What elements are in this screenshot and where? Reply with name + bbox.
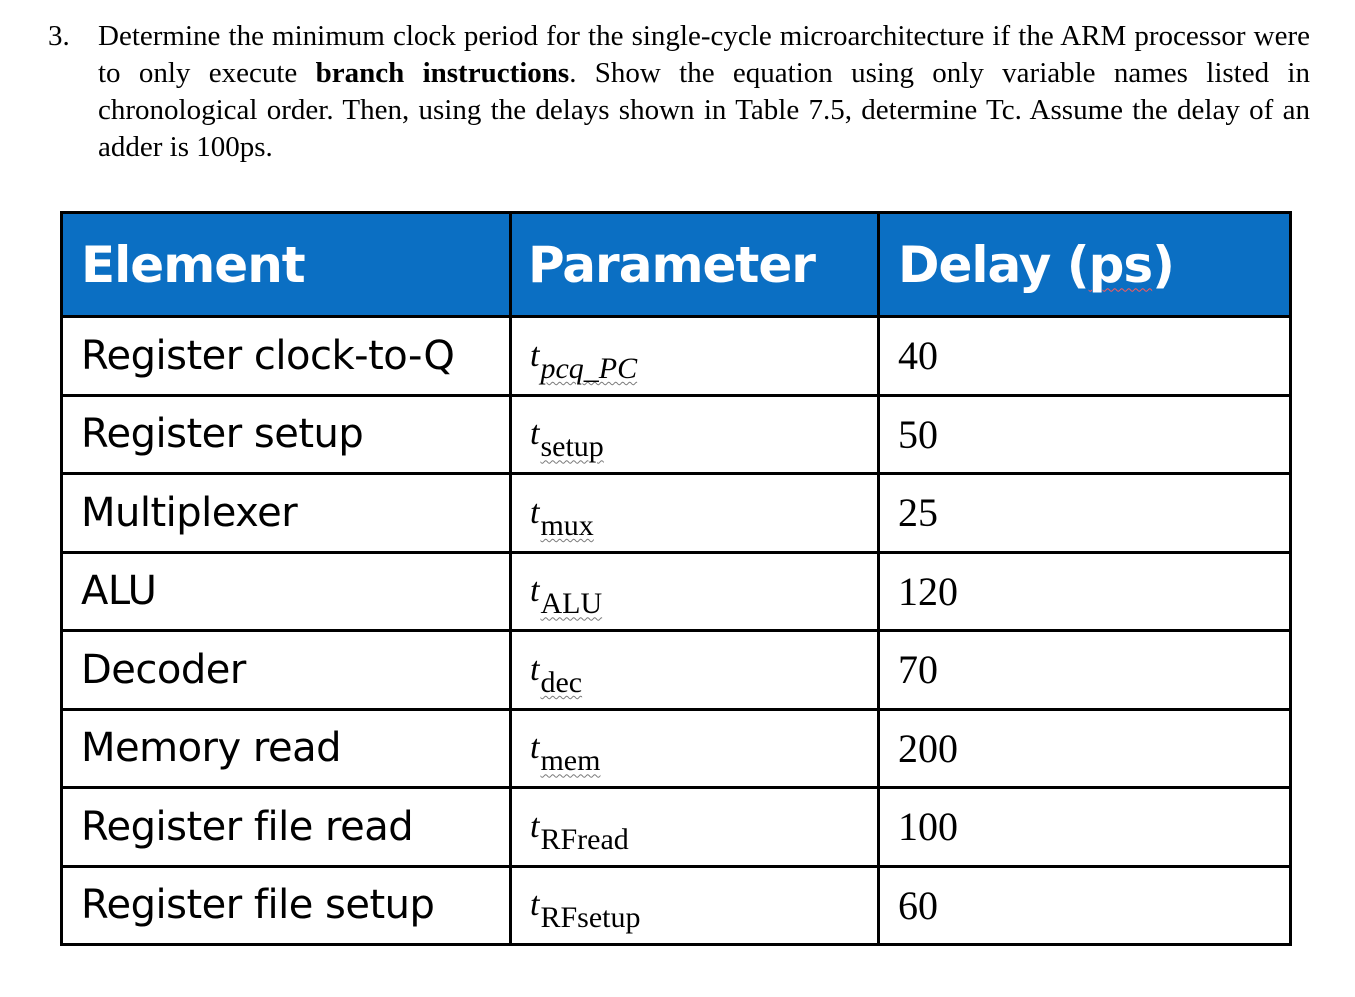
param-subscript [540,823,628,856]
param-subscript-text: RFread [540,822,629,856]
header-element: Element [62,213,511,317]
header-delay-prefix: Delay ( [898,235,1089,294]
delay-cell: 70 [879,631,1291,710]
header-delay-unit: ps [1088,235,1153,294]
param-symbol: t [530,886,540,924]
table-row [62,552,1291,631]
delay-cell: 40 [879,317,1291,396]
delay-cell: 100 [879,788,1291,867]
table-row [62,788,1291,867]
delay-table-body [62,317,1291,945]
param-subscript [540,666,582,699]
table-row [62,866,1291,945]
element-cell: Decoder [62,631,511,710]
param-subscript-text: mem [540,744,601,778]
question [48,18,1310,166]
param-subscript-text: mux [540,508,594,542]
header-parameter: Parameter [511,213,879,317]
param-symbol: t [530,650,540,688]
question-text-part-1: Determine the minimum clock period for the single-cycle microarchitecture if the ARM processor were to only execute [98,20,1310,89]
param-symbol: t [530,415,540,453]
element-cell: Register file read [62,788,511,867]
element-cell: Register clock-to-Q [62,317,511,396]
param-subscript-text: dec [540,665,583,699]
element-cell: Register file setup [62,866,511,945]
param-subscript [540,430,603,463]
question-text [98,18,1310,166]
header-delay [879,213,1291,317]
delay-cell: 200 [879,709,1291,788]
table-row [62,395,1291,474]
param-symbol: t [530,493,540,531]
header-delay-suffix: ) [1152,235,1175,294]
parameter-cell [511,631,879,710]
parameter-cell [511,866,879,945]
element-cell: Memory read [62,709,511,788]
delay-cell: 120 [879,552,1291,631]
parameter-cell [511,474,879,553]
param-subscript [540,901,640,934]
param-subscript [540,587,602,620]
parameter-cell [511,317,879,396]
param-subscript [540,352,637,385]
param-symbol: t [530,729,540,767]
parameter-cell [511,709,879,788]
parameter-cell [511,395,879,474]
param-subscript-text: pcq_PC [540,351,638,385]
parameter-cell [511,788,879,867]
param-subscript [540,744,600,777]
delay-cell: 60 [879,866,1291,945]
delay-table [60,211,1292,946]
table-row [62,474,1291,553]
param-subscript-text: ALU [540,587,603,621]
delay-table-header [62,213,1291,317]
delay-cell: 50 [879,395,1291,474]
delay-cell: 25 [879,474,1291,553]
header-row [62,213,1291,317]
question-number: 3. [48,20,70,52]
table-row [62,709,1291,788]
param-symbol: t [530,336,540,374]
param-symbol: t [530,807,540,845]
param-subscript [540,509,593,542]
param-subscript-text: setup [540,430,604,464]
parameter-cell [511,552,879,631]
element-cell: ALU [62,552,511,631]
question-bold-phrase: branch instructions [315,57,570,89]
param-subscript-text: RFsetup [540,901,641,935]
table-row [62,631,1291,710]
element-cell: Register setup [62,395,511,474]
question-text-part-2: . Show the equation using only variable names listed in chronological order. Then, using the delays shown in Table 7.5, determine Tc. Assume the delay of an adder is 100ps. [98,57,1310,163]
param-symbol: t [530,572,540,610]
element-cell: Multiplexer [62,474,511,553]
table-row [62,317,1291,396]
